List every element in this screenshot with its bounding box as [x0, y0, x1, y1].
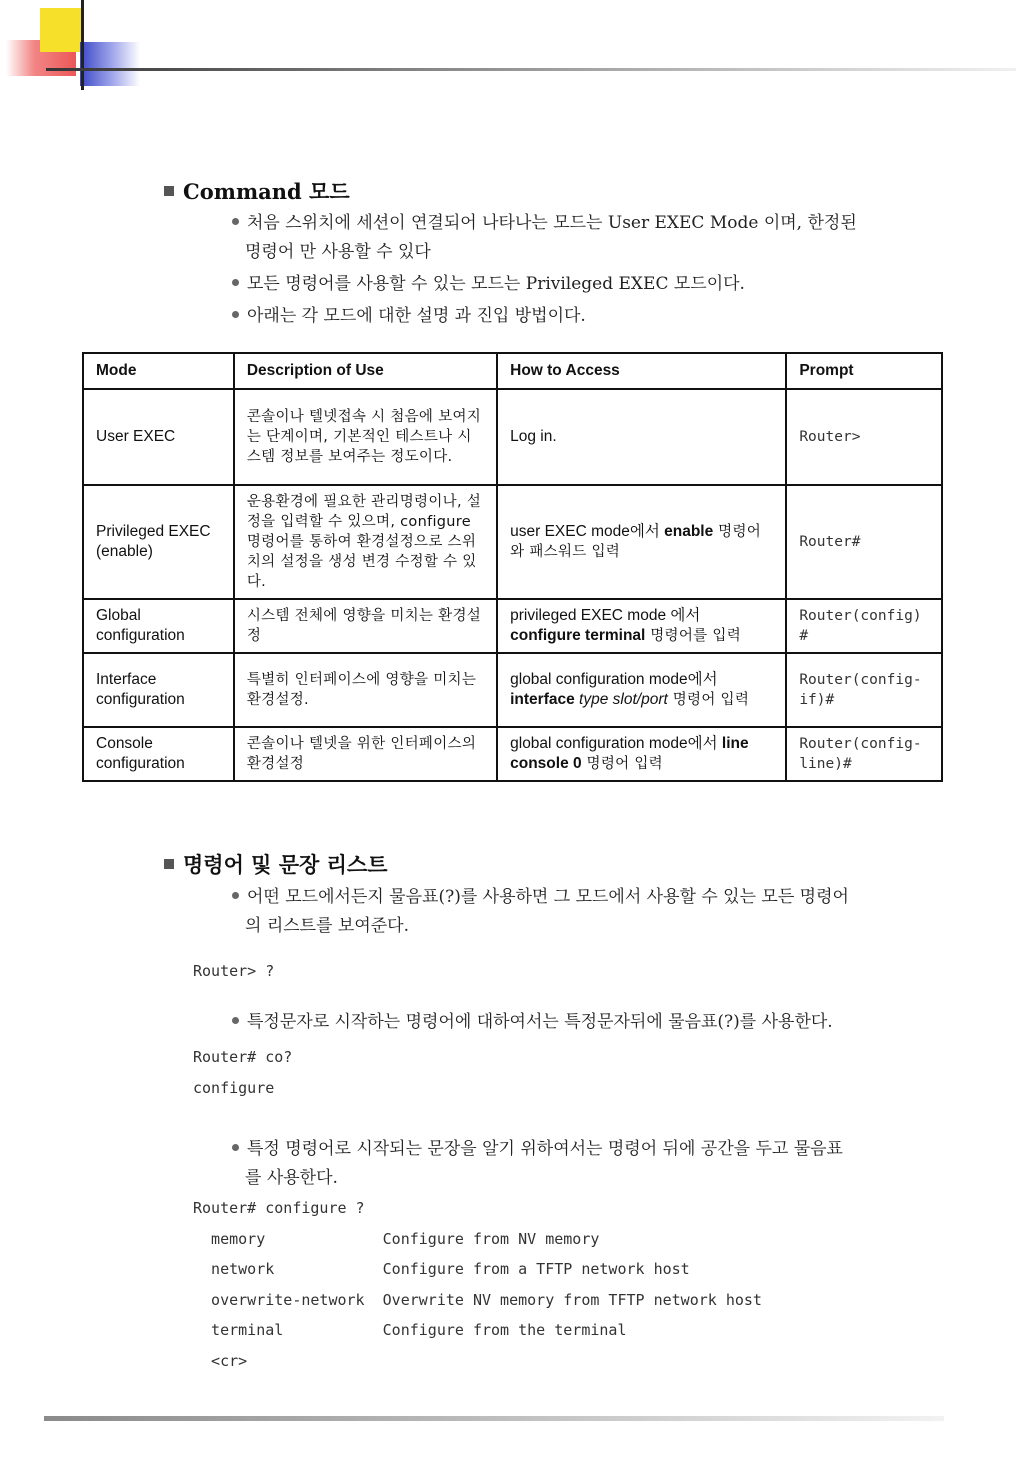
- code-line: network Configure from a TFTP network host: [193, 1260, 690, 1278]
- cell-access: [497, 599, 786, 653]
- footer-rule: [44, 1416, 944, 1421]
- square-bullet-icon: [164, 186, 174, 196]
- bullet-text: 특정문자로 시작하는 명령어에 대하여서는 특정문자뒤에 물음표(?)를 사용한다.: [247, 1012, 833, 1032]
- cell-mode: Global configuration: [83, 599, 234, 653]
- dot-bullet-icon: [232, 311, 239, 318]
- code-line: Router# configure ?: [193, 1199, 365, 1217]
- cell-access: [497, 653, 786, 727]
- cell-access: [497, 727, 786, 781]
- bullet-text-continued: 명령어 만 사용할 수 있다: [245, 242, 431, 262]
- cell-description: 특별히 인터페이스에 영향을 미치는 환경설정.: [234, 653, 497, 727]
- cell-mode: Privileged EXEC (enable): [83, 485, 234, 599]
- cell-access: [497, 389, 786, 485]
- access-text-after: 명령어 입력: [667, 692, 750, 708]
- bullet-text-continued: 의 리스트를 보여준다.: [245, 916, 410, 936]
- table-row: [83, 653, 942, 727]
- cell-prompt: Router(config)#: [786, 599, 942, 653]
- cell-access: [497, 485, 786, 599]
- access-command: line console 0: [510, 735, 749, 772]
- cell-mode: User EXEC: [83, 389, 234, 485]
- bullet-item: [232, 883, 932, 941]
- cell-prompt: Router(config-line)#: [786, 727, 942, 781]
- bullet-item: [232, 270, 932, 299]
- code-sample-partial: [193, 1042, 292, 1103]
- code-sample-help: Router> ?: [193, 962, 275, 980]
- square-bullet-icon: [164, 859, 174, 869]
- cell-description: 운용환경에 필요한 관리명령이나, 설정을 입력할 수 있으며, configure 명령어를 통하여 환경설정으로 스위치의 설정을 생성 변경 수정할 수 있다.: [234, 485, 497, 599]
- code-line: Router# co?: [193, 1048, 293, 1066]
- header-prompt: Prompt: [786, 353, 942, 389]
- code-line: memory Configure from NV memory: [193, 1229, 600, 1248]
- code-line: configure: [193, 1078, 275, 1097]
- bullet-item: [232, 209, 932, 267]
- header-vertical-rule: [81, 0, 84, 90]
- cell-prompt: Router(config-if)#: [786, 653, 942, 727]
- header-access: How to Access: [497, 353, 786, 389]
- bullet-item: [232, 1008, 932, 1037]
- bullet-text: 처음 스위치에 세션이 연결되어 나타나는 모드는 User EXEC Mode 이며, 한정된: [247, 213, 857, 233]
- header-logo-blue-block: [80, 42, 140, 86]
- bullet-text: 아래는 각 모드에 대한 설명 과 진입 방법이다.: [247, 306, 586, 326]
- dot-bullet-icon: [232, 1017, 239, 1024]
- cell-prompt: Router>: [786, 389, 942, 485]
- section-heading-command-mode: [164, 176, 350, 206]
- header-mode: Mode: [83, 353, 234, 389]
- section-heading-text: Command 모드: [183, 179, 350, 204]
- code-line: overwrite-network Overwrite NV memory from TFTP network host: [193, 1290, 762, 1309]
- table-header-row: [83, 353, 942, 389]
- cell-mode: Interface configuration: [83, 653, 234, 727]
- code-line: <cr>: [193, 1351, 248, 1370]
- access-command: configure terminal: [510, 627, 646, 644]
- access-text: global configuration mode에서: [510, 735, 722, 752]
- access-text-after: 명령어와 패스워드 입력: [510, 524, 762, 560]
- cell-mode: Console configuration: [83, 727, 234, 781]
- cell-description: 콘솔이나 텔넷접속 시 첨음에 보여지는 단계이며, 기본적인 테스트나 시스템 정보를 보여주는 정도이다.: [234, 389, 497, 485]
- access-text: user EXEC mode에서: [510, 523, 665, 540]
- access-command: enable: [664, 523, 714, 540]
- bullet-text: 모든 명령어를 사용할 수 있는 모드는 Privileged EXEC 모드이다.: [247, 274, 745, 294]
- table-row: [83, 485, 942, 599]
- bullet-text-continued: 를 사용한다.: [245, 1168, 338, 1188]
- command-mode-table: [82, 352, 943, 782]
- code-sample-configure: [193, 1193, 762, 1376]
- access-text-after: 명령어를 입력: [645, 628, 742, 644]
- access-command: interface: [510, 691, 575, 708]
- bullet-text: 어떤 모드에서든지 물음표(?)를 사용하면 그 모드에서 사용할 수 있는 모든 명령어: [247, 887, 849, 907]
- header-logo-yellow-block: [40, 8, 84, 52]
- header-description: Description of Use: [234, 353, 497, 389]
- cell-description: 콘솔이나 텔넷을 위한 인터페이스의 환경설정: [234, 727, 497, 781]
- dot-bullet-icon: [232, 1144, 239, 1151]
- code-line: terminal Configure from the terminal: [193, 1321, 627, 1339]
- access-text-after: 명령어 입력: [581, 756, 663, 772]
- access-argument: type slot/port: [574, 691, 668, 708]
- dot-bullet-icon: [232, 218, 239, 225]
- table-row: [83, 389, 942, 485]
- access-text: privileged EXEC mode 에서: [510, 607, 701, 624]
- access-text: global configuration mode에서: [510, 671, 718, 688]
- access-text: Log in.: [510, 428, 557, 445]
- table-row: [83, 727, 942, 781]
- bullet-item: [232, 302, 932, 331]
- dot-bullet-icon: [232, 279, 239, 286]
- table-row: [83, 599, 942, 653]
- cell-prompt: Router#: [786, 485, 942, 599]
- section-heading-text: 명령어 및 문장 리스트: [183, 852, 388, 877]
- bullet-item: [232, 1135, 932, 1193]
- cell-description: 시스템 전체에 영향을 미치는 환경설정: [234, 599, 497, 653]
- header-horizontal-rule: [46, 68, 1016, 71]
- dot-bullet-icon: [232, 892, 239, 899]
- bullet-text: 특정 명령어로 시작되는 문장을 알기 위하여서는 명령어 뒤에 공간을 두고 물음표: [247, 1139, 843, 1159]
- section-heading-command-list: [164, 849, 388, 879]
